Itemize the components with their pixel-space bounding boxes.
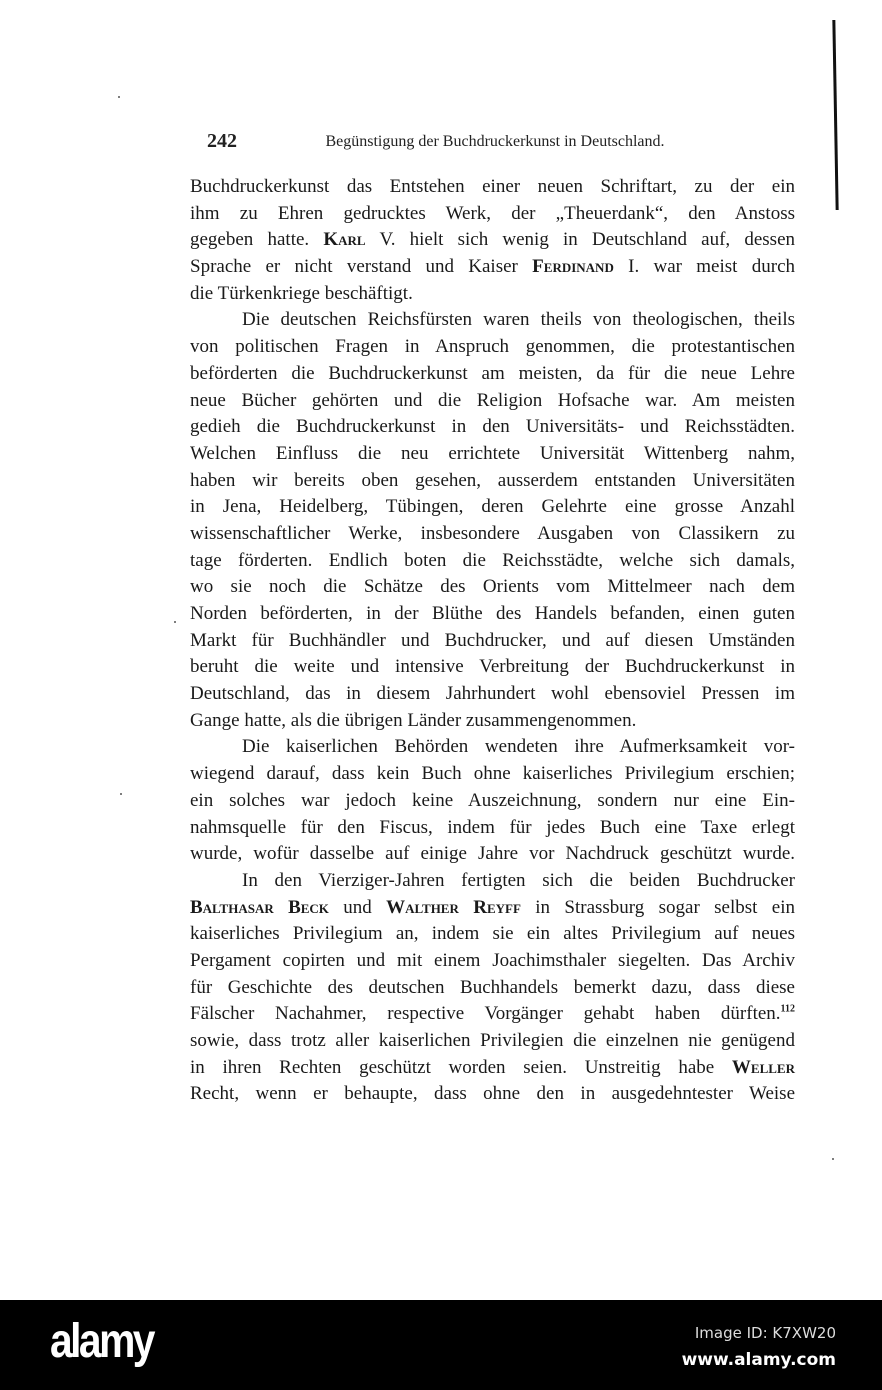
text-segment: Die deutschen Reichsfürsten waren theils von theologischen, theils [242, 309, 795, 331]
text-segment: wiegend darauf, dass kein Buch ohne kaiserliches Privilegium erschien; [190, 763, 795, 785]
text-line [190, 309, 795, 336]
name-small-caps: Balthasar Beck [190, 896, 329, 918]
text-line [190, 630, 795, 657]
text-line [190, 603, 795, 630]
footnote-ref: 112 [780, 1003, 795, 1015]
text-line [190, 683, 795, 710]
text-line [190, 790, 795, 817]
text-line [190, 950, 795, 977]
text-segment: Deutschland, das in diesem Jahrhundert wohl ebensoviel Pressen im [190, 683, 795, 705]
text-line [190, 229, 795, 256]
text-line [190, 656, 795, 683]
scan-margin-line [832, 20, 838, 210]
text-line [190, 390, 795, 417]
text-line [190, 256, 795, 283]
text-segment: Die kaiserlichen Behörden wendeten ihre Aufmerksamkeit vor- [242, 736, 795, 758]
name-small-caps: Karl [323, 229, 366, 251]
text-segment: Fälscher Nachahmer, respective Vorgänger gehabt haben dürften. [190, 1003, 781, 1025]
text-segment: tage förderten. Endlich boten die Reichsstädte, welche sich damals, [190, 549, 795, 571]
text-line [190, 763, 795, 790]
text-segment: wo sie noch die Schätze des Orients vom Mittelmeer nach dem [190, 576, 795, 598]
text-line [190, 336, 795, 363]
text-segment: ihm zu Ehren gedrucktes Werk, der „Theuerdank“, den Anstoss [190, 202, 795, 224]
text-segment: sowie, dass trotz aller kaiserlichen Privilegien die einzelnen nie genügend [190, 1030, 795, 1051]
text-segment: Gange hatte, als die übrigen Länder zusammengenommen. [190, 709, 637, 731]
text-segment: haben wir bereits oben gesehen, ausserdem entstanden Universitäten [190, 469, 795, 491]
scan-speck [118, 96, 120, 98]
text-segment: Welchen Einfluss die neu errichtete Universität Wittenberg nahm, [190, 442, 795, 464]
text-segment: Buchdruckerkunst das Entstehen einer neuen Schriftart, zu der ein [190, 176, 795, 197]
text-line [190, 1057, 795, 1084]
text-segment: in Strassburg sogar selbst ein [520, 896, 795, 918]
name-small-caps: Ferdinand [532, 256, 614, 278]
text-segment: die Türkenkriege beschäftigt. [190, 282, 413, 304]
text-segment: wissenschaftlicher Werke, insbesondere Ausgaben von Classikern zu [190, 522, 795, 544]
name-small-caps: Walther Reyff [386, 896, 521, 918]
text-segment: Sprache er nicht verstand und Kaiser [190, 256, 533, 278]
text-line [190, 897, 795, 924]
text-segment: ein solches war jedoch keine Auszeichnung, sondern nur eine Ein- [190, 789, 795, 811]
text-line [190, 363, 795, 390]
image-id: Image ID: K7XW20 [694, 1324, 836, 1342]
name-small-caps: Weller [731, 1056, 795, 1078]
scan-speck [832, 1158, 834, 1160]
text-line [190, 923, 795, 950]
text-segment: gedieh die Buchdruckerkunst in den Universitäts- und Reichsstädten. [190, 416, 795, 438]
text-segment: für Geschichte des deutschen Buchhandels bemerkt dazu, dass diese [190, 976, 795, 998]
site-url: www.alamy.com [681, 1350, 836, 1370]
text-line [190, 416, 795, 443]
text-line [190, 710, 795, 737]
text-segment: V. hielt sich wenig in Deutschland auf, dessen [365, 229, 795, 251]
watermark-footer [0, 1300, 882, 1390]
text-line [190, 1030, 795, 1057]
body-text [190, 176, 795, 1110]
page-number: 242 [207, 130, 237, 152]
text-line [190, 550, 795, 577]
text-segment: In den Vierziger-Jahren fertigten sich die beiden Buchdrucker [242, 869, 795, 891]
text-segment: Pergament copirten und mit einem Joachimsthaler siegelten. Das Archiv [190, 949, 795, 971]
text-segment: neue Bücher gehörten und die Religion Hofsache war. Am meisten [190, 389, 795, 411]
text-segment: kaiserliches Privilegium an, indem sie ein altes Privilegium auf neues [190, 923, 795, 945]
text-segment: in Jena, Heidelberg, Tübingen, deren Gelehrte eine grosse Anzahl [190, 496, 795, 518]
text-line [190, 576, 795, 603]
text-line [190, 817, 795, 844]
text-line [190, 176, 795, 203]
text-line [190, 736, 795, 763]
text-segment: Markt für Buchhändler und Buchdrucker, und auf diesen Umständen [190, 629, 795, 651]
text-line [190, 443, 795, 470]
text-line [190, 523, 795, 550]
text-segment: I. war meist durch [613, 256, 796, 278]
text-segment: wurde, wofür dasselbe auf einige Jahre vor Nachdruck geschützt wurde. [190, 843, 795, 865]
text-line [190, 1003, 795, 1030]
text-line [190, 1083, 795, 1110]
scan-speck [120, 793, 122, 795]
running-title: Begünstigung der Buchdruckerkunst in Deutschland. [325, 133, 665, 150]
text-line [190, 470, 795, 497]
text-line [190, 203, 795, 230]
text-line [190, 283, 795, 310]
text-segment: nahmsquelle für den Fiscus, indem für jedes Buch eine Taxe erlegt [190, 816, 795, 838]
text-segment: und [328, 896, 387, 918]
text-segment: gegeben hatte. [190, 229, 324, 251]
text-line [190, 843, 795, 870]
text-segment: Norden beförderten, in der Blüthe des Handels befanden, einen guten [190, 603, 795, 624]
text-line [190, 496, 795, 523]
text-segment: von politischen Fragen in Anspruch genommen, die protestantischen [190, 336, 795, 358]
text-segment: Recht, wenn er behaupte, dass ohne den in ausgedehntester Weise [190, 1083, 795, 1105]
text-line [190, 870, 795, 897]
text-segment: beruht die weite und intensive Verbreitung der Buchdruckerkunst in [190, 656, 795, 678]
text-segment: in ihren Rechten geschützt worden seien. Unstreitig habe [190, 1056, 732, 1078]
text-line [190, 977, 795, 1004]
scan-speck [174, 621, 176, 623]
text-segment: beförderten die Buchdruckerkunst am meisten, da für die neue Lehre [190, 362, 795, 384]
alamy-logo: alamy [50, 1315, 153, 1368]
